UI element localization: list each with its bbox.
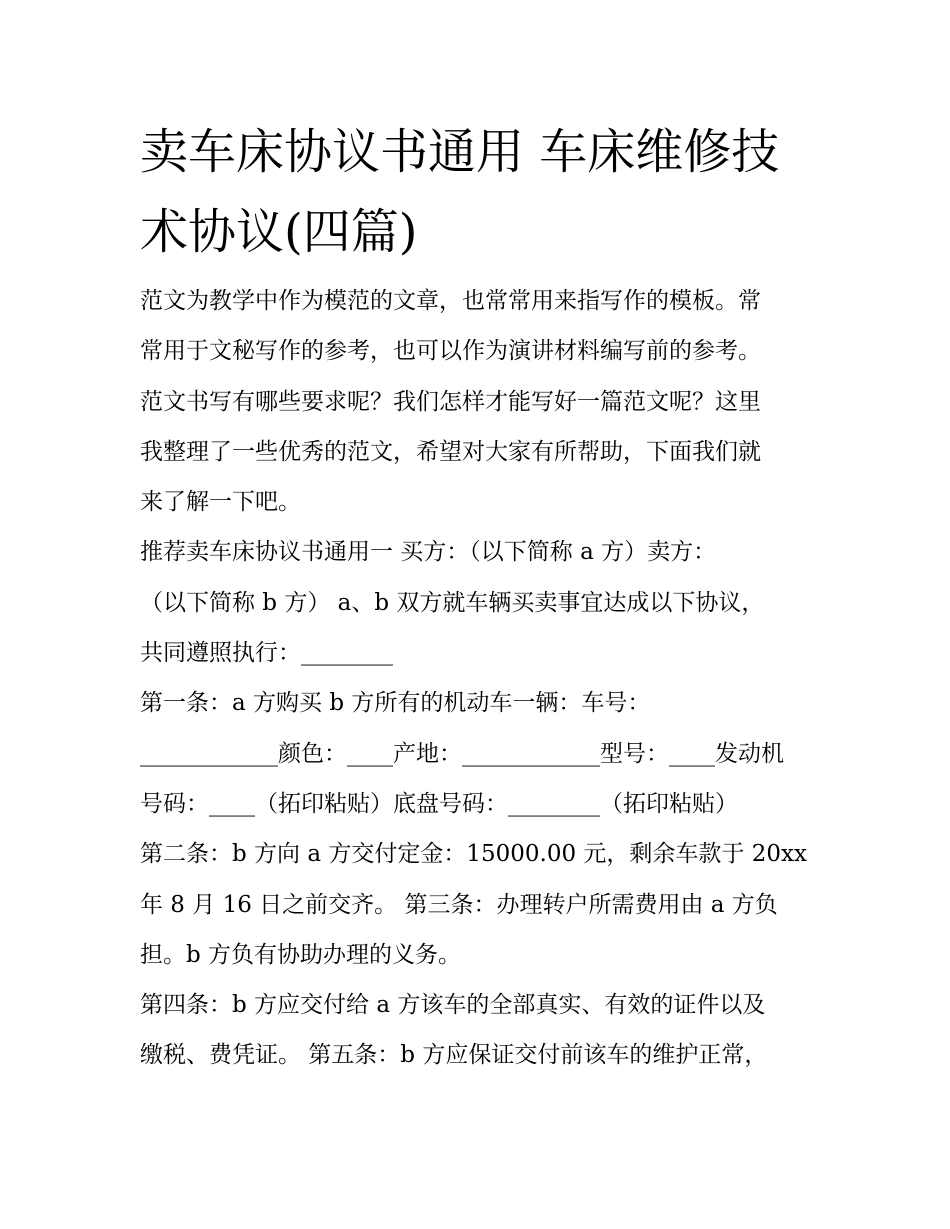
body-line: 第二条：b 方向 a 方交付定金：15000.00 元，剩余车款于 20xx <box>140 841 807 868</box>
body-line: 担。b 方负有协助办理的义务。 <box>140 941 462 968</box>
body-line: 第四条：b 方应交付给 a 方该车的全部真实、有效的证件以及 <box>140 992 766 1019</box>
body-line: ____________颜色：____产地：____________型号：____发动机 <box>140 740 784 767</box>
body-line: 年 8 月 16 日之前交齐。 第三条：办理转户所需费用由 a 方负 <box>140 891 778 918</box>
body-line: 缴税、费凭证。 第五条：b 方应保证交付前该车的维护正常， <box>140 1042 768 1069</box>
body-line: 范文为教学中作为模范的文章，也常常用来指写作的模板。常 <box>140 288 761 314</box>
body-line: 号码：____（拓印粘贴）底盘号码：________（拓印粘贴） <box>140 790 738 817</box>
body-line: （以下简称 b 方） a、b 双方就车辆买卖事宜达成以下协议， <box>140 589 765 616</box>
body-line: 我整理了一些优秀的范文，希望对大家有所帮助，下面我们就 <box>140 438 761 465</box>
body-line: 第一条：a 方购买 b 方所有的机动车一辆：车号： <box>140 690 651 717</box>
title-line-2: 术协议(四篇) <box>140 204 418 260</box>
body-line: 推荐卖车床协议书通用一 买方：（以下简称 a 方）卖方： <box>140 539 717 566</box>
body-line: 范文书写有哪些要求呢？我们怎样才能写好一篇范文呢？这里 <box>140 388 761 415</box>
document-body <box>140 276 820 1081</box>
title-line-1: 卖车床协议书通用 车床维修技 <box>140 124 780 180</box>
body-line: 来了解一下吧。 <box>140 489 301 516</box>
body-line: 常用于文秘写作的参考，也可以作为演讲材料编写前的参考。 <box>140 338 761 365</box>
body-line: 共同遵照执行：________ <box>140 640 393 667</box>
document-title <box>140 112 820 272</box>
